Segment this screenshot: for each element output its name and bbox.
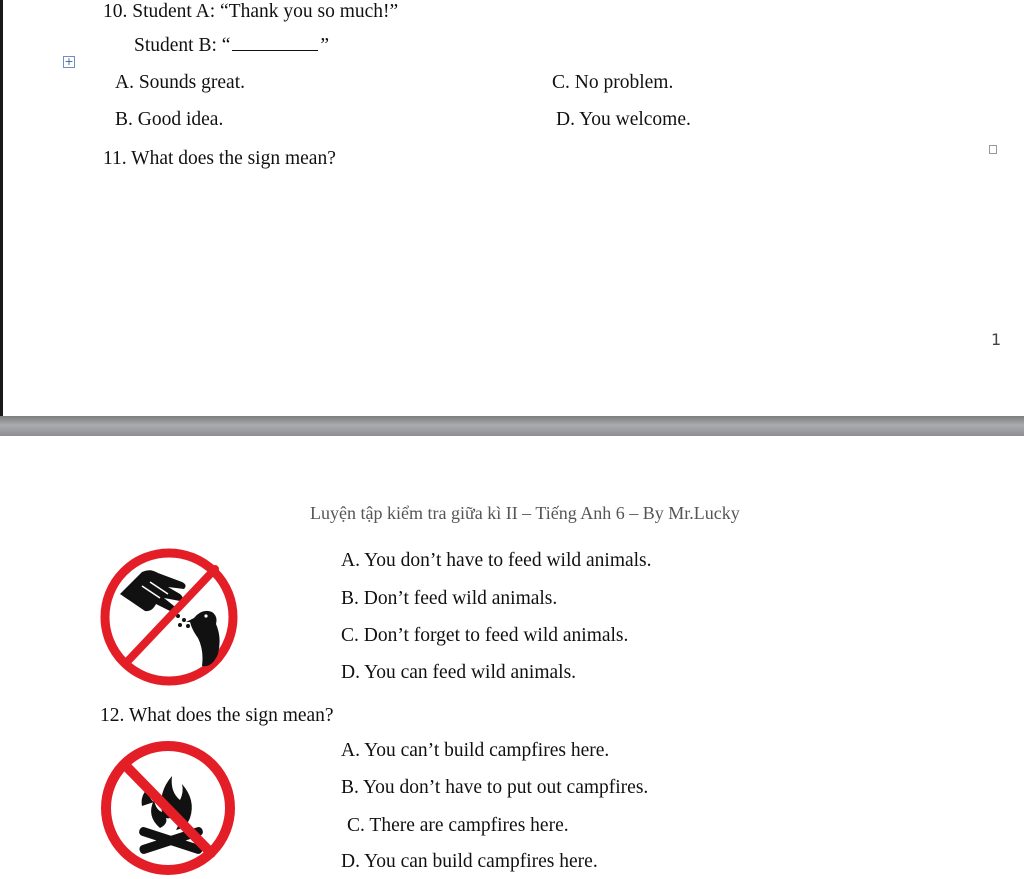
table-move-handle-icon[interactable]: + xyxy=(64,55,74,68)
paragraph-mark-icon xyxy=(989,145,997,154)
q10-option-a: A. Sounds great. xyxy=(115,72,245,93)
question-10-prompt: 10. Student A: “Thank you so much!” xyxy=(103,1,399,22)
q10-option-b: B. Good idea. xyxy=(115,109,224,130)
q10-option-d: D. You welcome. xyxy=(556,109,691,130)
student-b-prefix: Student B: “ xyxy=(134,35,231,56)
question-12-prompt: 12. What does the sign mean? xyxy=(100,705,334,726)
q11-option-b: B. Don’t feed wild animals. xyxy=(341,588,558,609)
answer-blank xyxy=(232,34,318,51)
student-b-suffix: ” xyxy=(320,35,330,56)
no-feeding-animals-icon xyxy=(98,546,240,688)
q11-option-a: A. You don’t have to feed wild animals. xyxy=(341,550,652,571)
document-page-2 xyxy=(0,436,1024,879)
page-number: 1 xyxy=(991,330,1002,349)
question-11-prompt: 11. What does the sign mean? xyxy=(103,148,336,169)
no-campfire-icon xyxy=(98,736,238,879)
q12-option-a: A. You can’t build campfires here. xyxy=(341,740,610,761)
q12-option-c: C. There are campfires here. xyxy=(347,815,569,836)
q10-option-c: C. No problem. xyxy=(552,72,674,93)
document-page-1 xyxy=(0,0,1024,416)
q11-option-d: D. You can feed wild animals. xyxy=(341,662,577,683)
q12-option-b: B. You don’t have to put out campfires. xyxy=(341,777,649,798)
page-separator xyxy=(0,416,1024,436)
page-header: Luyện tập kiểm tra giữa kì II – Tiếng Anh 6 – By Mr.Lucky xyxy=(310,503,740,523)
q11-option-c: C. Don’t forget to feed wild animals. xyxy=(341,625,629,646)
q12-option-d: D. You can build campfires here. xyxy=(341,851,598,872)
question-10-student-b-line xyxy=(134,34,329,58)
